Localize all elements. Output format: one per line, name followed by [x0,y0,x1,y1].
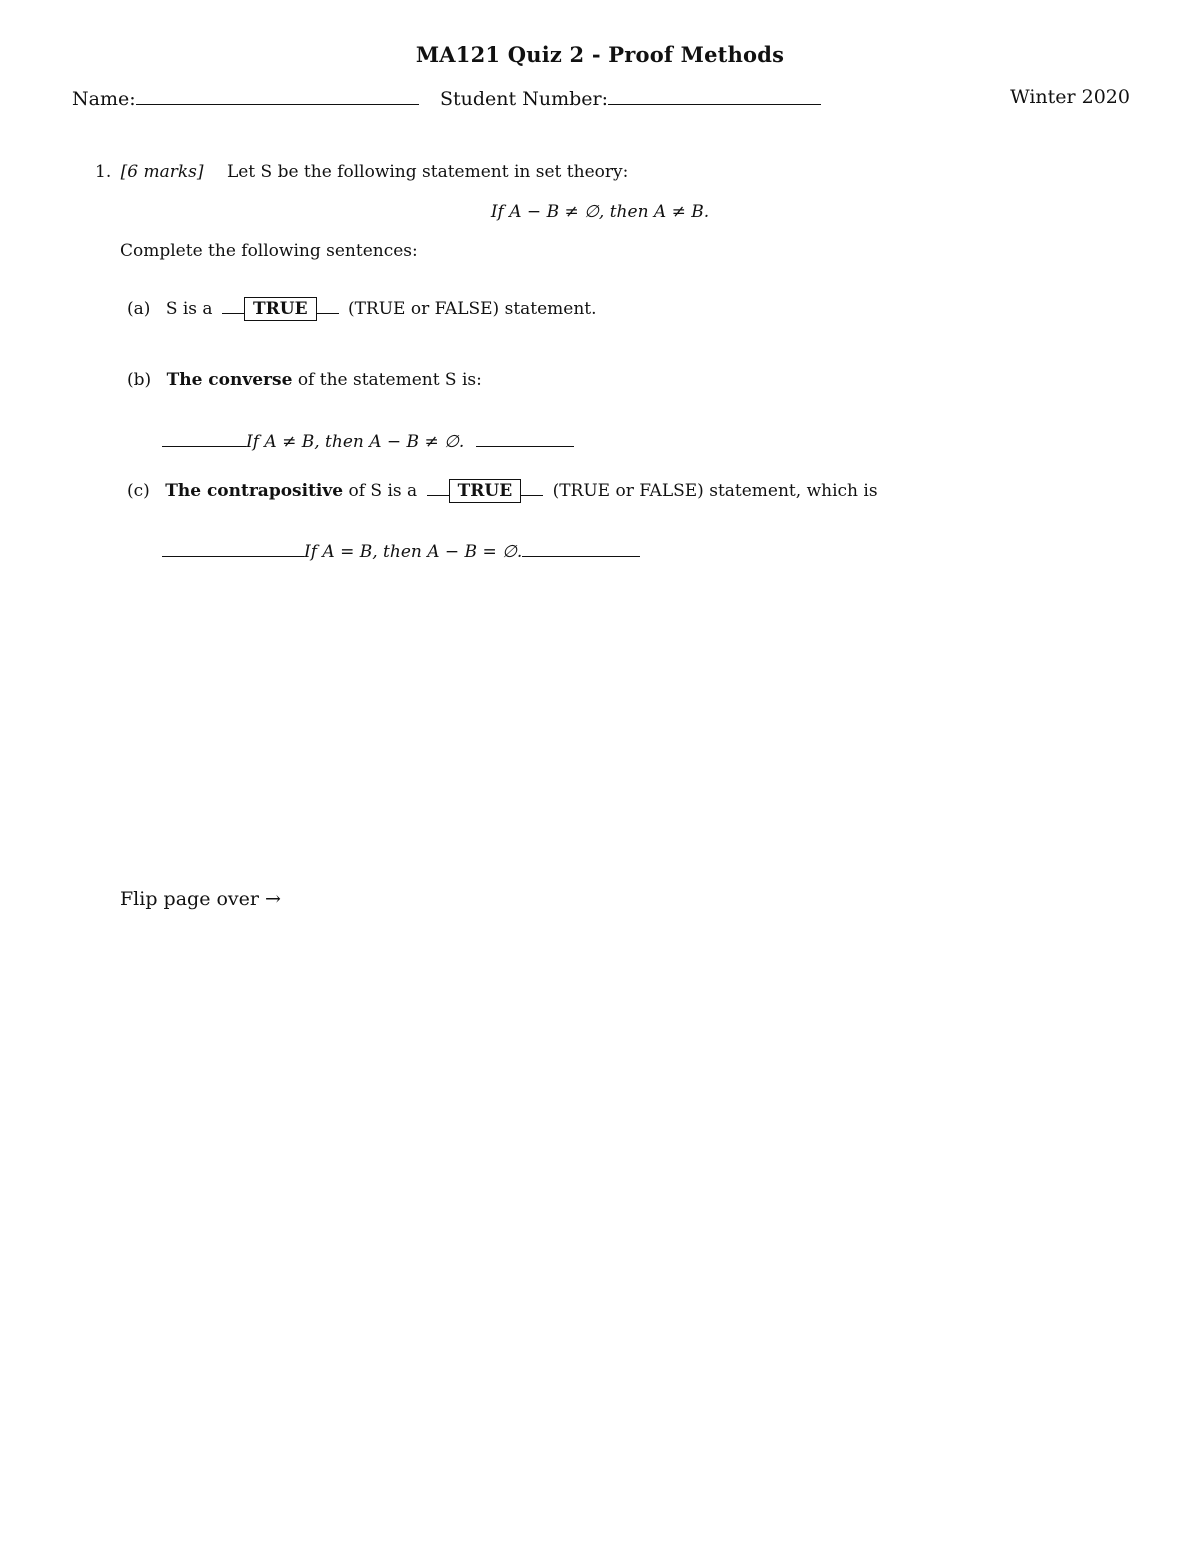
term-label: Winter 2020 [1010,86,1130,108]
part-c-suffix: (TRUE or FALSE) statement, which is [552,481,878,501]
student-number-field [440,86,821,110]
page-title: MA121 Quiz 2 - Proof Methods [415,42,785,67]
question-1-intro [95,162,628,182]
student-number-label: Student Number: [440,88,608,110]
part-c-prefix: of S is a [348,481,418,501]
part-a-label: (a) [127,299,151,319]
instruction-text: Complete the following sentences: [120,241,418,261]
part-b-bold-lead: The converse [166,370,293,390]
part-b-label: (b) [127,370,152,390]
part-a [127,297,597,321]
part-a-answer-box: TRUE [244,297,317,321]
name-field [72,86,419,110]
part-b-blank-right [476,428,574,447]
part-c [127,479,878,503]
statement-s: If A − B ≠ ∅, then A ≠ B. [490,202,710,222]
question-intro-text: Let S be the following statement in set theory: [226,162,629,182]
part-a-suffix: (TRUE or FALSE) statement. [347,299,597,319]
part-c-answer-line [162,538,640,562]
part-a-blank-right [317,299,339,314]
question-marks: [6 marks] [120,162,204,182]
part-c-blank-right-line [522,538,640,557]
name-blank [136,86,419,105]
part-b-answer: If A ≠ B, then A − B ≠ ∅. [246,432,465,452]
part-c-blank-left [427,481,449,496]
part-a-prefix: S is a [165,299,213,319]
part-b-text: of the statement S is: [297,370,482,390]
student-number-blank [608,86,821,105]
part-b [127,370,482,390]
part-c-label: (c) [127,481,150,501]
part-c-answer-box: TRUE [449,479,522,503]
part-c-blank-right [521,481,543,496]
part-b-blank-left [162,428,246,447]
part-c-bold-lead: The contrapositive [165,481,344,501]
part-c-blank-left-line [162,538,304,557]
part-b-answer-line [162,428,574,452]
name-label: Name: [72,88,136,110]
part-a-blank-left [222,299,244,314]
flip-page-note: Flip page over → [120,888,281,910]
question-number: 1. [95,162,112,182]
part-c-answer-statement: If A = B, then A − B = ∅. [304,542,523,562]
